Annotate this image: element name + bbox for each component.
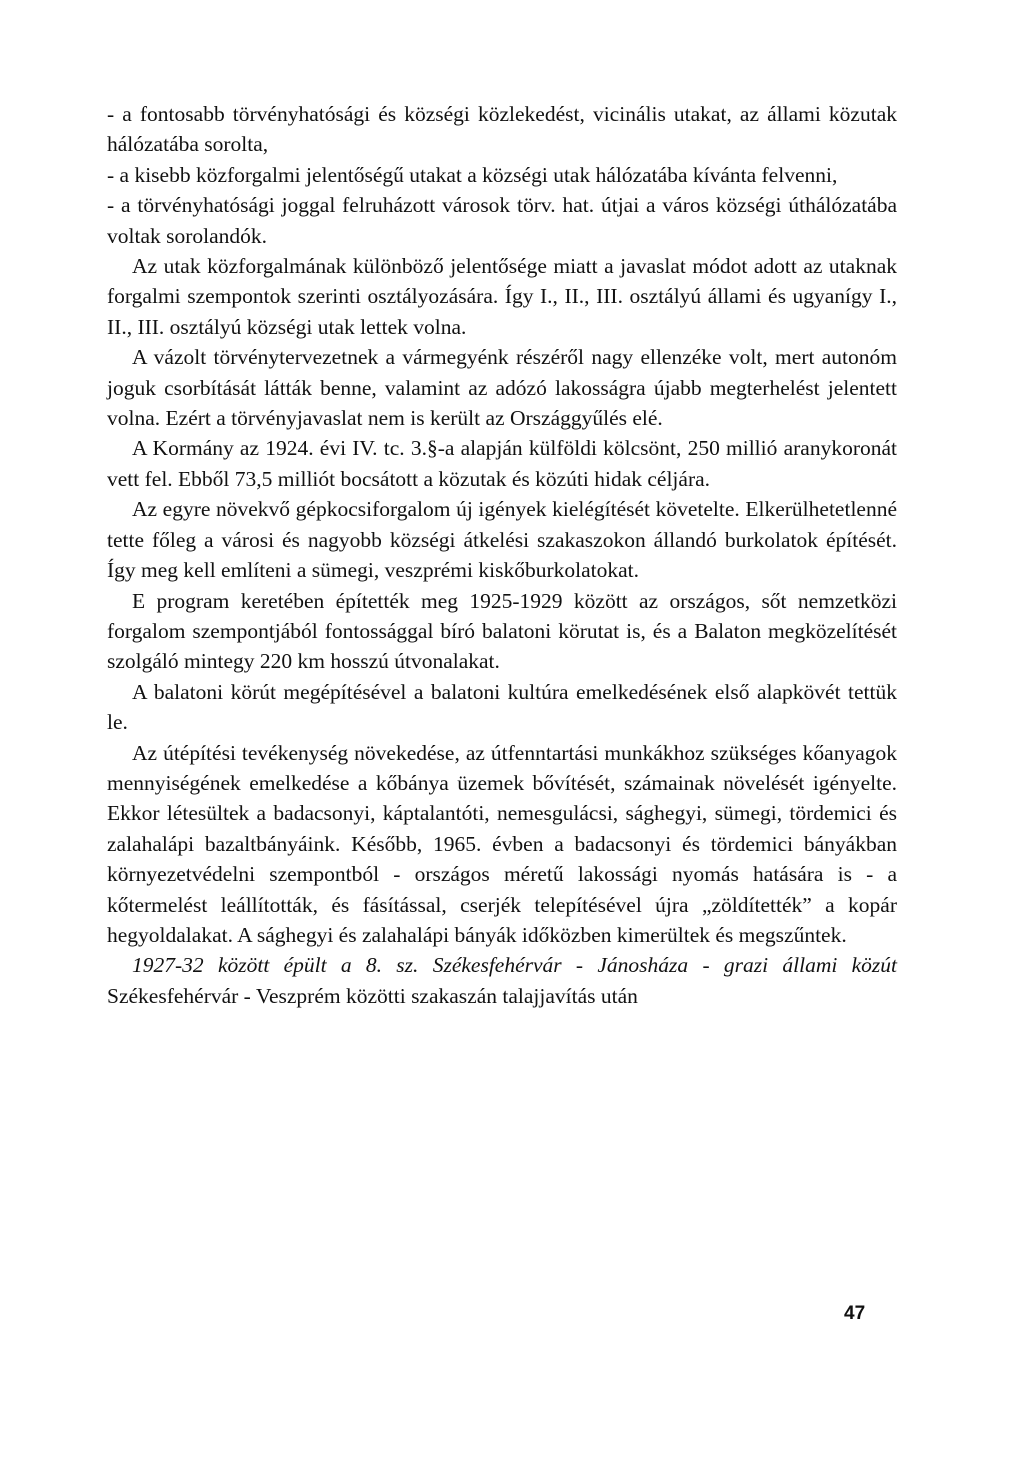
paragraph-road-classification: Az utak közforgalmának különböző jelentősége miatt a javaslat módot adott az utaknak forgalmi szempontok szerinti osztályozására. Így I., II., III. osztályú állami és ugyanígy I., II., III. osztályú községi utak lettek volna. — [107, 254, 897, 339]
paragraph-car-traffic: Az egyre növekvő gépkocsiforgalom új igények kielégítését követelte. Elkerülhetetlenné tette főleg a városi és nagyobb községi átkelési szakaszokon állandó burkolatok építését. Így meg kell említeni a sümegi, veszprémi kiskőburkolatokat. — [107, 497, 897, 583]
last-paragraph-text: Székesfehérvár - Veszprém közötti szakaszán talajjavítás után — [107, 983, 638, 1008]
paragraph-dash-3: - a törvényhatósági joggal felruházott városok törv. hat. útjai a város községi úthálózatába voltak sorolandók. — [107, 193, 897, 248]
paragraph-opposition: A vázolt törvénytervezetnek a vármegyénk részéről nagy ellenzéke volt, mert autonóm joguk csorbítását látták benne, valamint az adózó lakosságra újabb megterhelést jelentett volna. Ezért a törvényjavaslat nem is került az Országgyűlés elé. — [107, 345, 897, 431]
paragraph-loan: A Kormány az 1924. évi IV. tc. 3.§-a alapján külföldi kölcsönt, 250 millió aranykoronát vett fel. Ebből 73,5 milliót bocsátott a közutak és közúti hidak céljára. — [107, 436, 897, 491]
paragraph-quarries: Az útépítési tevékenység növekedése, az útfenntartási munkákhoz szükséges kőanyagok mennyiségének emelkedése a kőbánya üzemek bővítését, számainak növelését igényelte. Ekkor létesültek a badacsonyi, káptalantóti, nemesgulácsi, sághegyi, sümegi, tördemici és zalahalápi bazaltbányáink. Később, 1965. évben a badacsonyi és tördemici bányákban környezetvédelni szempontból - országos méretű lakossági nyomás hatására is - a kőtermelést leállították, és fásítással, cserjék telepítésével újra „zöldítették” a kopár hegyoldalakat. A sághegyi és zalahalápi bányák időközben kimerültek és megszűntek. — [107, 740, 897, 947]
paragraph-last — [107, 950, 897, 1011]
paragraph-balaton-culture: A balatoni körút megépítésével a balatoni kultúra emelkedésének első alapkövét tettük le. — [107, 679, 897, 735]
italic-road-name: 1927-32 között épült a 8. sz. Székesfehérvár - Jánosháza - grazi állami közút — [132, 953, 897, 978]
page-number: 47 — [844, 1303, 866, 1324]
paragraph-balaton-ring: E program keretében építették meg 1925-1929 között az országos, sőt nemzetközi forgalom szempontjából fontossággal bíró balatoni körutat is, és a Balaton megközelítését szolgáló mintegy 220 km hosszú útvonalakat. — [107, 588, 897, 674]
body-text — [107, 99, 897, 1011]
paragraph-dash-2: - a kisebb közforgalmi jelentőségű utakat a községi utak hálózatába kívánta felvenni, — [107, 162, 838, 187]
paragraph-dash-1: - a fontosabb törvényhatósági és községi közlekedést, vicinális utakat, az állami közutak hálózatába sorolta, — [107, 102, 897, 157]
